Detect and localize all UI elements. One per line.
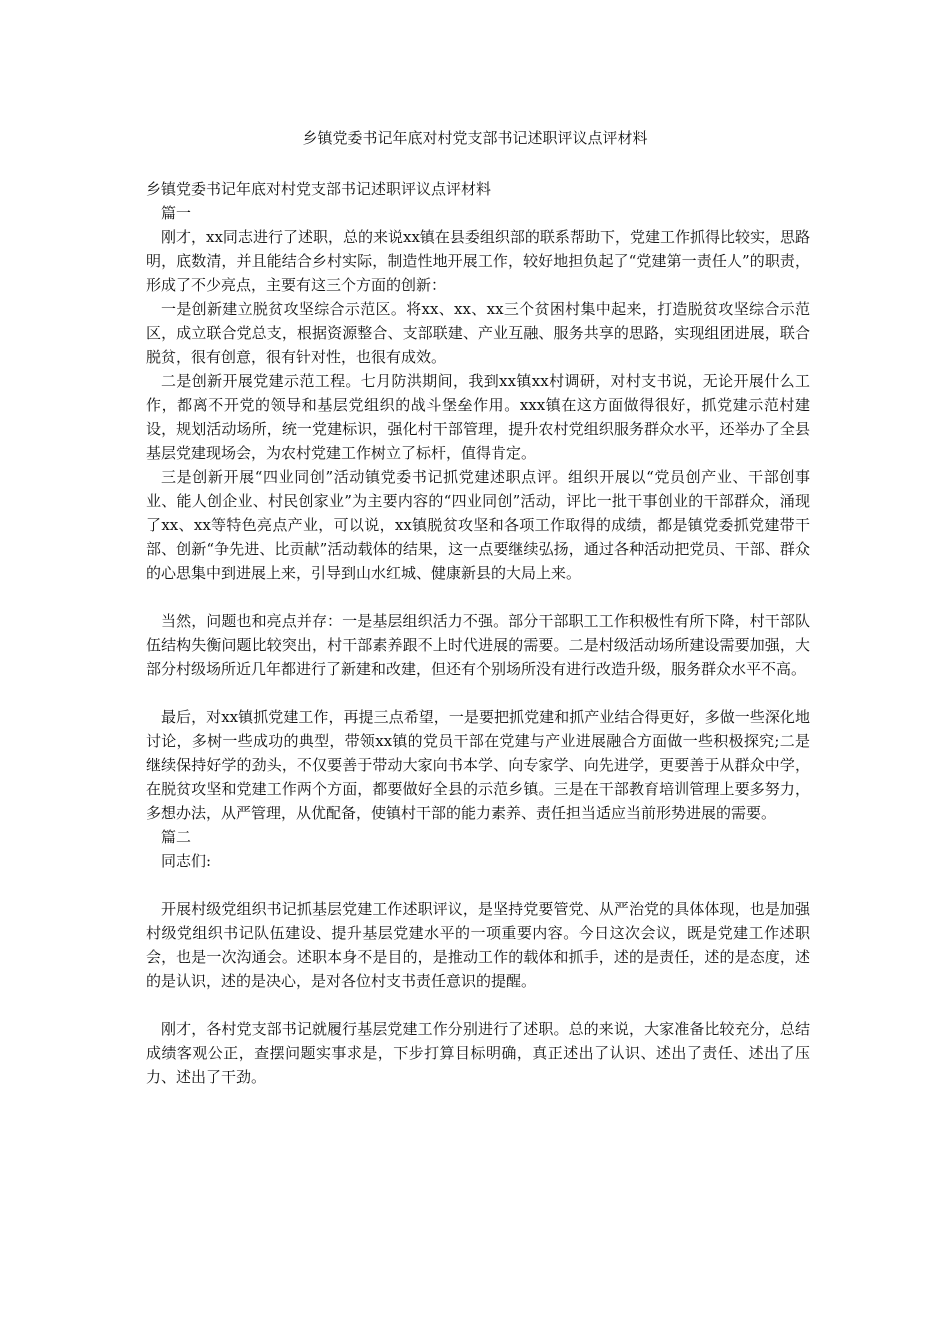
paragraph-gap bbox=[146, 681, 810, 705]
paragraph: 三是创新开展“四业同创”活动镇党委书记抓党建述职点评。组织开展以“党员创产业、干部创事业、能人创企业、村民创家业”为主要内容的“四业同创”活动，评比一批干事创业的干部群众，涌现了xx、xx等特色亮点产业，可以说，xx镇脱贫攻坚和各项工作取得的成绩，都是镇党委抓党建带干部、创新“争先进、比贡献”活动载体的结果，这一点要继续弘扬，通过各种活动把党员、干部、群众的心思集中到进展上来，引导到山水红城、健康新县的大局上来。 bbox=[146, 468, 810, 582]
paragraph-gap bbox=[146, 993, 810, 1017]
paragraph: 一是创新建立脱贫攻坚综合示范区。将xx、xx、xx三个贫困村集中起来，打造脱贫攻坚综合示范区，成立联合党总支，根据资源整合、支部联建、产业互融、服务共享的思路，实现组团进展，联合脱贫，很有创意，很有针对性，也很有成效。 bbox=[146, 300, 810, 366]
paragraph: 当然，问题也和亮点并存：一是基层组织活力不强。部分干部职工工作积极性有所下降，村干部队伍结构失衡问题比较突出，村干部素养跟不上时代进展的需要。二是村级活动场所建设需要加强，大部分村级场所近几年都进行了新建和改建，但还有个别场所没有进行改造升级，服务群众水平不高。 bbox=[146, 612, 810, 678]
salutation: 同志们: bbox=[161, 852, 212, 870]
paragraph: 刚才，各村党支部书记就履行基层党建工作分别进行了述职。总的来说，大家准备比较充分，总结成绩客观公正，查摆问题实事求是，下步打算目标明确，真正述出了认识、述出了责任、述出了压力、述出了干劲。 bbox=[146, 1020, 810, 1086]
paragraph-gap bbox=[146, 585, 810, 609]
document-subtitle: 乡镇党委书记年底对村党支部书记述职评议点评材料 bbox=[146, 180, 492, 198]
paragraph: 刚才，xx同志进行了述职，总的来说xx镇在县委组织部的联系帮助下，党建工作抓得比较实，思路明，底数清，并且能结合乡村实际，制造性地开展工作，较好地担负起了“党建第一责任人”的职责，形成了不少亮点，主要有这三个方面的创新： bbox=[146, 228, 810, 294]
document-title: 乡镇党委书记年底对村党支部书记述职评议点评材料 bbox=[302, 129, 648, 147]
document-body bbox=[146, 177, 810, 1089]
part1-heading: 篇一 bbox=[161, 204, 192, 222]
part2-heading: 篇二 bbox=[161, 828, 192, 846]
paragraph: 开展村级党组织书记抓基层党建工作述职评议，是坚持党要管党、从严治党的具体体现，也是加强村级党组织书记队伍建设、提升基层党建水平的一项重要内容。今日这次会议，既是党建工作述职会，也是一次沟通会。述职本身不是目的，是推动工作的载体和抓手，述的是责任，述的是态度，述的是认识，述的是决心，是对各位村支书责任意识的提醒。 bbox=[146, 900, 810, 990]
paragraph: 最后，对xx镇抓党建工作，再提三点希望，一是要把抓党建和抓产业结合得更好，多做一些深化地讨论，多树一些成功的典型，带领xx镇的党员干部在党建与产业进展融合方面做一些积极探究;二是继续保持好学的劲头，不仅要善于带动大家向书本学、向专家学、向先进学，更要善于从群众中学，在脱贫攻坚和党建工作两个方面，都要做好全县的示范乡镇。三是在干部教育培训管理上要多努力，多想办法，从严管理，从优配备，使镇村干部的能力素养、责任担当适应当前形势进展的需要。 bbox=[146, 708, 810, 822]
paragraph: 二是创新开展党建示范工程。七月防洪期间，我到xx镇xx村调研，对村支书说，无论开展什么工作，都离不开党的领导和基层党组织的战斗堡垒作用。xxx镇在这方面做得很好，抓党建示范村建设，规划活动场所，统一党建标识，强化村干部管理，提升农村党组织服务群众水平，还举办了全县基层党建现场会，为农村党建工作树立了标杆，值得肯定。 bbox=[146, 372, 810, 462]
paragraph-gap bbox=[146, 873, 810, 897]
